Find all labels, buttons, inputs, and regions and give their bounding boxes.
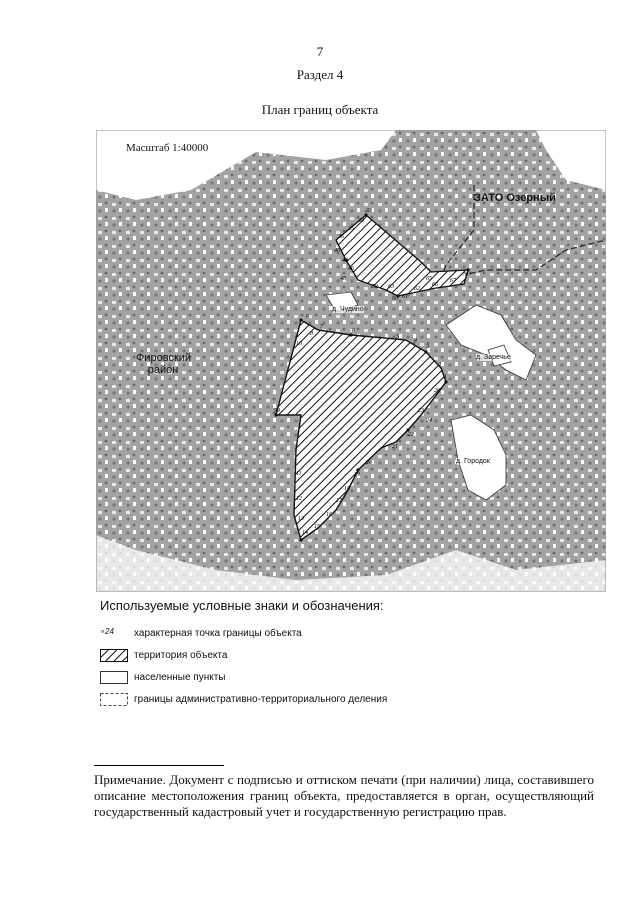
boundary-point-icon: ∘24: [100, 626, 114, 636]
boundary-point-number: 2: [438, 362, 441, 368]
boundary-point-number: 35: [348, 226, 354, 232]
boundary-point-number: 65: [426, 276, 432, 282]
boundary-point-number: 70: [462, 272, 468, 278]
boundary-point-number: 44: [342, 258, 348, 264]
legend-item-territory: [100, 648, 227, 662]
section-title: Раздел 4: [296, 67, 344, 82]
boundary-point-number: 12: [296, 496, 302, 502]
boundary-point-number: 16: [326, 512, 332, 518]
label-gorodok: д. Городок: [456, 458, 490, 465]
boundary-point-icon: [299, 318, 302, 321]
boundary-point-number: 13: [298, 516, 304, 522]
map-scale: Масштаб 1:40000: [126, 142, 209, 154]
hatched-area-icon: [100, 649, 128, 662]
boundary-point-number: 66: [432, 282, 438, 288]
boundary-point-icon: [299, 538, 302, 541]
boundary-point-number: 24: [426, 418, 432, 424]
boundary-point-number: 48: [340, 276, 346, 282]
boundary-point-number: 67: [450, 278, 456, 284]
legend-item-admin-boundary: [100, 692, 387, 706]
plan-title: План границ объекта: [261, 102, 379, 117]
boundary-map: [96, 130, 606, 592]
boundary-point-number: 22: [408, 432, 414, 438]
boundary-point-number: 62: [414, 286, 420, 292]
footnote-divider: [94, 765, 224, 766]
boundary-point-number: 19: [354, 472, 360, 478]
boundary-point-number: 6: [352, 328, 355, 334]
boundary-point-number: 34: [358, 218, 364, 224]
boundary-point-number: 14: [302, 530, 308, 536]
label-zato-ozerny: ЗАТО Озерный: [474, 192, 556, 204]
boundary-point-number: 8: [310, 331, 313, 337]
boundary-point-number: 63: [388, 284, 394, 290]
boundary-point-icon: [444, 380, 447, 383]
legend-label: границы административно-территориального деления: [134, 693, 388, 705]
legend-item-point: [100, 626, 302, 640]
legend-label: территория объекта: [134, 649, 228, 661]
boundary-point-number: 21: [392, 444, 398, 450]
footnote-text: Примечание. Документ с подписью и оттиском печати (при наличии) лица, составившего описание местоположения границ объекта, предоставляется в орган, осуществляющий государственный кадастровый учет и государственную регистрацию прав.: [94, 772, 594, 819]
label-chudino: д. Чудино: [332, 306, 364, 313]
admin-boundary-icon: [100, 693, 128, 706]
boundary-point-number: 1: [444, 374, 447, 380]
page-number: 7: [316, 44, 324, 59]
boundary-point-number: 18: [344, 486, 350, 492]
boundary-point-number: 7: [320, 324, 323, 330]
boundary-point-number: 11: [296, 471, 302, 477]
boundary-point-number: 17: [336, 498, 342, 504]
boundary-point-number: 26: [434, 388, 440, 394]
label-firovsky-district: Фировский район: [136, 352, 192, 376]
boundary-point-number: 10: [296, 341, 302, 347]
boundary-point-number: 36: [338, 234, 344, 240]
legend-heading: Используемые условные знаки и обозначения:: [100, 598, 384, 613]
boundary-point-number: 3: [426, 344, 429, 350]
settlement-icon: [100, 671, 128, 684]
boundary-point-number: 33: [366, 208, 372, 214]
boundary-point-number: 5: [396, 334, 399, 340]
boundary-point-number: 99: [274, 408, 280, 414]
boundary-point-number: 46: [348, 266, 354, 272]
legend-item-settlements: [100, 670, 225, 684]
legend-label: характерная точка границы объекта: [134, 627, 302, 639]
legend-label: населенные пункты: [134, 671, 226, 683]
boundary-point-number: 52: [372, 284, 378, 290]
boundary-point-number: 4: [414, 338, 417, 344]
boundary-point-number: 9: [306, 314, 309, 320]
boundary-point-icon: [424, 350, 427, 353]
boundary-point-number: 23: [418, 408, 424, 414]
boundary-point-number: 15: [314, 524, 320, 530]
boundary-point-number: 61: [402, 294, 408, 300]
boundary-point-number: 20: [366, 460, 372, 466]
label-zarechye: д. Заречье: [476, 354, 511, 361]
boundary-point-number: 60: [392, 296, 398, 302]
boundary-point-number: 40: [334, 248, 340, 254]
